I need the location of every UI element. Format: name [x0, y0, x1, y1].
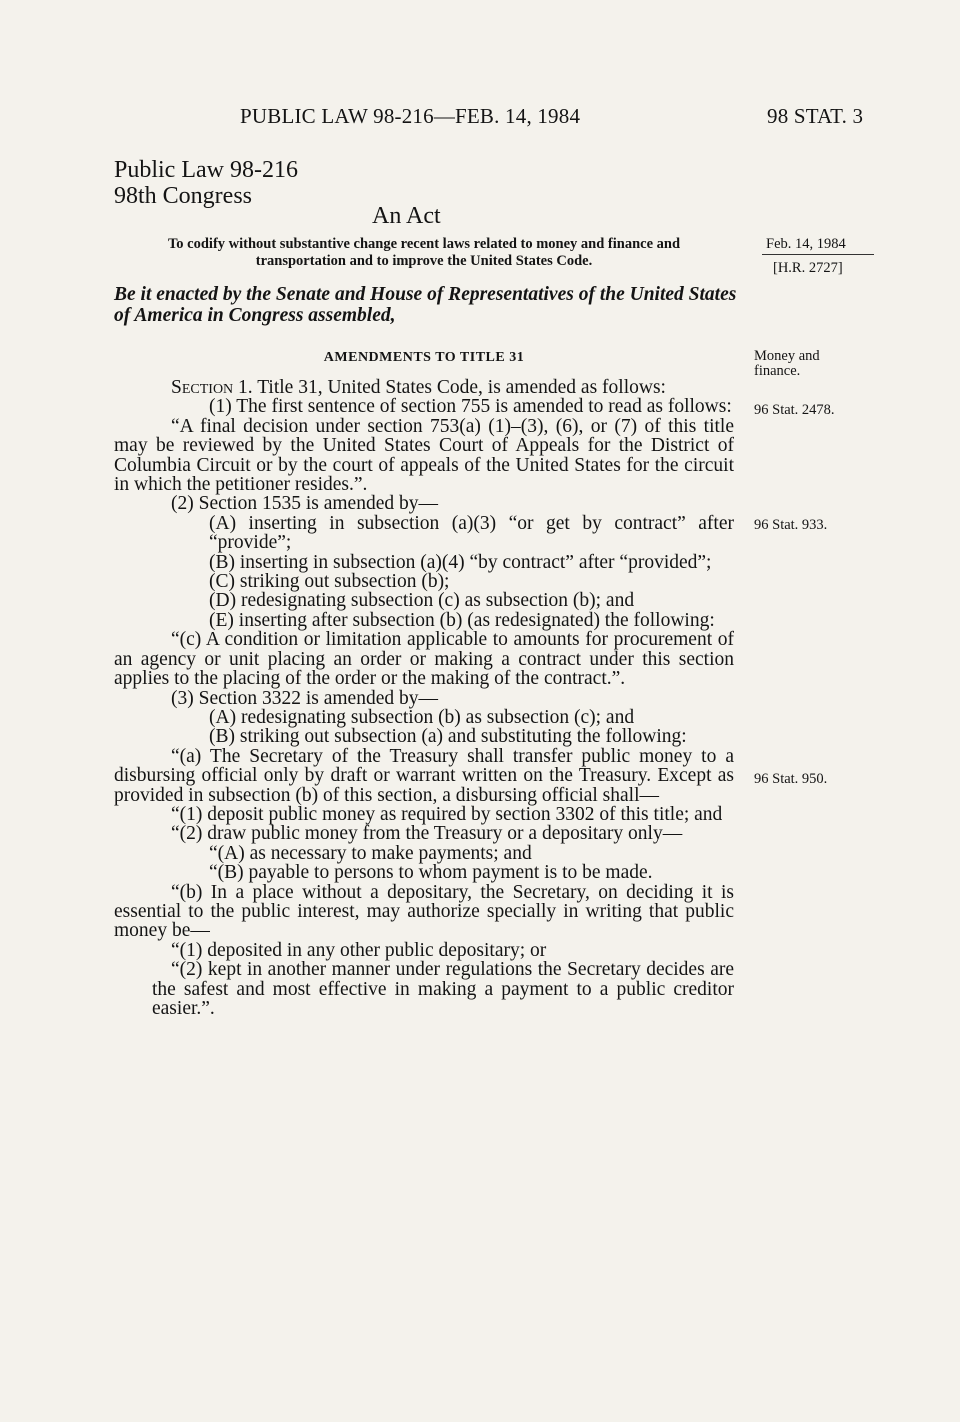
paragraph-3: (3) Section 3322 is amended by— [171, 687, 438, 709]
section-label: Section 1. [171, 377, 253, 398]
quote-section-1535c: “(c) A condition or limitation applicable to amounts for procurement of an agency or unit placing an order or making a contract under this section applies to the placing of the order or the making of the contract.”. [114, 629, 734, 690]
section-heading: AMENDMENTS TO TITLE 31 [323, 350, 525, 365]
act-purpose-line-2: transportation and to improve the United States Code. [255, 253, 593, 269]
section-intro-text: Title 31, United States Code, is amended as follows: [257, 377, 666, 398]
paragraph-2-c: (C) striking out subsection (b); [209, 571, 450, 593]
public-law-number: Public Law 98-216 [114, 157, 298, 183]
stat-page-number: 98 STAT. 3 [767, 104, 864, 128]
quote-section-3322b-1: “(1) deposited in any other public depositary; or [171, 939, 547, 961]
margin-citation-950: 96 Stat. 950. [754, 771, 828, 787]
quote-section-3322a-2: “(2) draw public money from the Treasury or a depositary only— [171, 823, 683, 845]
statute-body [114, 378, 734, 1018]
margin-bill-number: [H.R. 2727] [773, 260, 843, 276]
paragraph-2-e: (E) inserting after subsection (b) (as redesignated) the following: [209, 609, 715, 631]
section-1-intro [114, 378, 734, 397]
quote-section-3322b-2: “(2) kept in another manner under regulations the Secretary decides are the safest and most effective in making a payment to a public creditor easier.”. [152, 959, 734, 1019]
margin-divider [762, 254, 874, 255]
law-identification [114, 157, 298, 209]
quote-section-3322b: “(b) In a place without a depositary, the Secretary, on deciding it is essential to the public interest, may authorize specially in writing that public money be— [114, 881, 734, 942]
paragraph-3-a: (A) redesignating subsection (b) as subsection (c); and [209, 706, 635, 728]
quote-section-3322a-2-b: “(B) payable to persons to whom payment is to be made. [209, 862, 653, 884]
congress-number: 98th Congress [114, 183, 252, 209]
running-header-title: PUBLIC LAW 98-216—FEB. 14, 1984 [240, 104, 581, 128]
paragraph-3-b: (B) striking out subsection (a) and substituting the following: [209, 726, 687, 748]
paragraph-2-a: (A) inserting in subsection (a)(3) “or get by contract” after “provide”; [209, 512, 734, 554]
quote-section-755: “A final decision under section 753(a) (1)–(3), (6), or (7) of this title may be reviewed by the United States Court of Appeals for the District of Columbia Circuit or by the court of appeals of the United States for the circuit in which the petitioner resides.”. [114, 415, 734, 496]
margin-topic: Money and finance. [754, 348, 820, 379]
paragraph-2-d: (D) redesignating subsection (c) as subsection (b); and [209, 590, 635, 612]
act-purpose-line-1: To codify without substantive change recent laws related to money and finance and [167, 236, 681, 252]
enacting-clause: Be it enacted by the Senate and House of Representatives of the United States of America in Congress assembled, [114, 284, 737, 326]
act-purpose [114, 236, 734, 270]
quote-section-3322a-1: “(1) deposit public money as required by section 3302 of this title; and [171, 803, 723, 825]
margin-citation-2478: 96 Stat. 2478. [754, 402, 835, 418]
paragraph-2: (2) Section 1535 is amended by— [171, 493, 438, 515]
quote-section-3322a-2-a: “(A) as necessary to make payments; and [209, 842, 532, 864]
quote-section-3322a: “(a) The Secretary of the Treasury shall transfer public money to a disbursing official only by draft or warrant written on the Treasury. Except as provided in subsection (b) of this section, a disbursing official shall— [114, 745, 734, 806]
paragraph-2-b: (B) inserting in subsection (a)(4) “by contract” after “provided”; [209, 551, 712, 573]
paragraph-1: (1) The first sentence of section 755 is amended to read as follows: [209, 396, 732, 418]
margin-date: Feb. 14, 1984 [766, 236, 846, 252]
act-title: An Act [372, 203, 441, 229]
margin-citation-933: 96 Stat. 933. [754, 517, 828, 533]
